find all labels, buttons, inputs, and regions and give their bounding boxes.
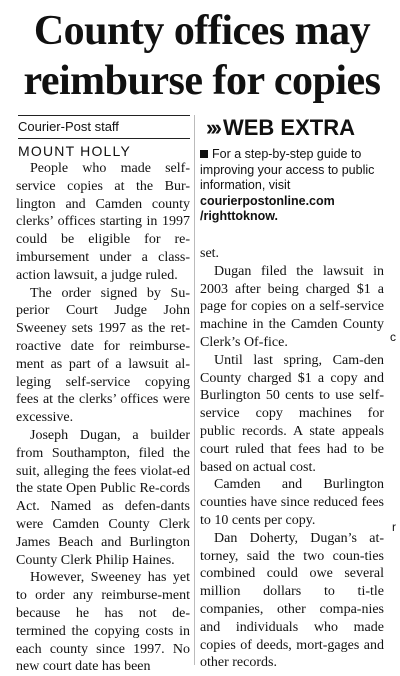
- web-extra-body: [200, 147, 390, 225]
- bullet-square-icon: [200, 150, 208, 158]
- headline: [8, 6, 396, 106]
- dateline: MOUNT HOLLY: [18, 143, 132, 159]
- paragraph: Joseph Dugan, a builder from Southampton, filed the suit, alleging the fees violat-ed the state Open Public Re-cords Act. Named as defen-dants were Camden County Clerk James Beach and Burlington County Clerk Philip Haines.: [16, 427, 190, 568]
- article-column-1: [16, 160, 190, 676]
- web-extra-label: WEB EXTRA: [222, 115, 355, 140]
- byline-rule-top: [18, 115, 190, 116]
- article-column-2: [200, 245, 384, 672]
- paragraph: The order signed by Su-perior Court Judge John Sweeney sets 1997 as the ret-roactive date for reimburse-ment as part of a lawsuit al-leging self-service copying fees at the clerks’ offices were excessive.: [16, 285, 190, 426]
- web-extra-title: [206, 115, 390, 141]
- paragraph: Until last spring, Cam-den County charged $1 a copy and Burlington 50 cents to use self-service copy machines for public records. A state appeals court ruled that fees had to be based on actual cost.: [200, 352, 384, 475]
- web-extra-url-1[interactable]: courierpostonline.com: [200, 193, 335, 208]
- paragraph: People who made self-service copies at the Bur-lington and Camden county clerks’ offices starting in 1997 could be eligible for re-imbursement under a class-action lawsuit, a judge ruled.: [16, 161, 190, 283]
- paragraph-continuation: set.: [200, 246, 220, 261]
- byline-rule-bottom: [18, 138, 190, 139]
- arrows-icon: ›››: [206, 115, 219, 140]
- headline-line-2: reimburse for copies: [23, 58, 381, 104]
- column-divider: [194, 115, 195, 665]
- byline: Courier-Post staff: [18, 119, 119, 134]
- paragraph: However, Sweeney has yet to order any reimburse-ment because he has not de-termined the copying costs in each county since 1997. No new court date has been: [16, 570, 190, 675]
- web-extra-text: For a step-by-step guide to improving your access to public information, visit: [200, 147, 375, 192]
- paragraph: Camden and Burlington counties have since reduced fees to 10 cents per copy.: [200, 477, 384, 528]
- edge-mark: c: [390, 330, 396, 344]
- paragraph: Dan Doherty, Dugan’s at-torney, said the two coun-ties combined could owe several million dollars to ti-tle companies, other compa-nies and individuals who made copies of deeds, mort-gages and other records.: [200, 530, 384, 671]
- web-extra-url-2[interactable]: /righttoknow.: [200, 209, 278, 223]
- web-extra-box: [200, 115, 390, 225]
- paragraph: Dugan filed the lawsuit in 2003 after being charged $1 a page for copies on a self-service machine in the Camden County Clerk’s Of-fice.: [200, 263, 384, 350]
- headline-line-1: County offices may: [33, 8, 371, 54]
- edge-mark: r: [392, 520, 396, 534]
